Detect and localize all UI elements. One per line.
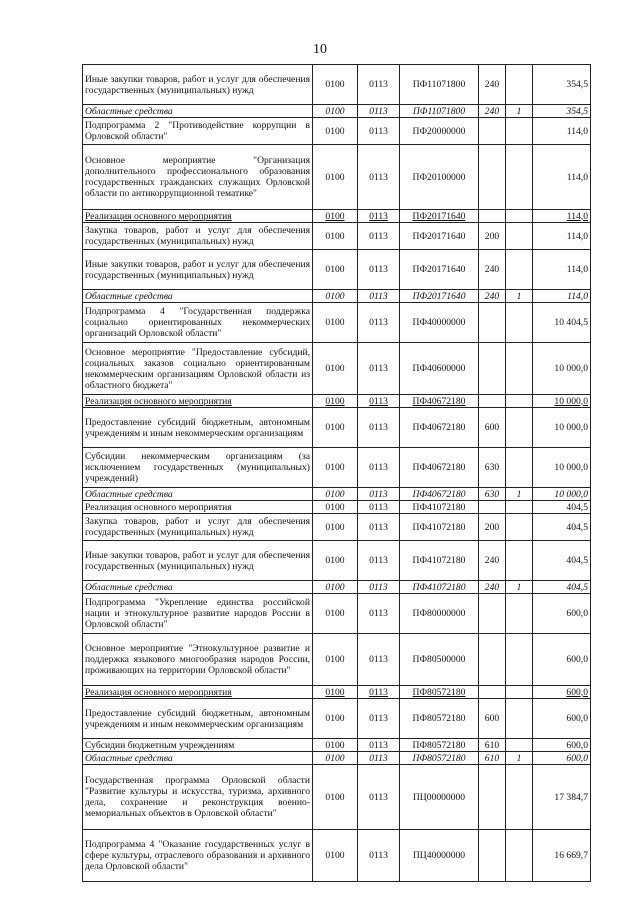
row-amount-cell: 10 000,0 (533, 448, 591, 488)
row-vr-cell: 200 (479, 514, 506, 541)
row-vr-cell (479, 118, 506, 145)
row-ved-cell: 0100 (313, 223, 358, 250)
row-csr-cell: ПФ11071800 (400, 105, 479, 118)
row-vr-cell: 240 (479, 65, 506, 105)
page-number: 10 (313, 42, 327, 57)
row-source-cell (506, 303, 533, 343)
row-rzpr-cell: 0113 (358, 752, 400, 765)
row-csr-cell: ПФ20000000 (400, 118, 479, 145)
row-rzpr-cell: 0113 (358, 250, 400, 290)
row-csr-cell: ПФ41072180 (400, 514, 479, 541)
table-row (83, 739, 591, 752)
table-row (83, 594, 591, 634)
row-rzpr-cell: 0113 (358, 210, 400, 223)
row-source-cell (506, 408, 533, 448)
row-ved-cell: 0100 (313, 830, 358, 882)
row-csr-cell: ПФ20171640 (400, 290, 479, 303)
table-row (83, 581, 591, 594)
row-ved-cell: 0100 (313, 752, 358, 765)
row-rzpr-cell: 0113 (358, 65, 400, 105)
row-amount-cell: 600,0 (533, 752, 591, 765)
row-name-cell: Реализация основного мероприятия (83, 395, 313, 408)
row-rzpr-cell: 0113 (358, 514, 400, 541)
table-row (83, 343, 591, 395)
row-name-cell: Подпрограмма 4 "Оказание государственных услуг в сфере культуры, отраслевого образования и архивного дела Орловской области" (83, 830, 313, 882)
row-csr-cell: ПФ40672180 (400, 395, 479, 408)
row-amount-cell: 10 000,0 (533, 395, 591, 408)
row-name-cell: Реализация основного мероприятия (83, 501, 313, 514)
row-rzpr-cell: 0113 (358, 303, 400, 343)
row-amount-cell: 600,0 (533, 739, 591, 752)
row-amount-cell: 404,5 (533, 581, 591, 594)
row-name-cell: Предоставление субсидий бюджетным, автономным учреждениям и иным некоммерческим организациям (83, 408, 313, 448)
row-ved-cell: 0100 (313, 250, 358, 290)
row-amount-cell: 600,0 (533, 686, 591, 699)
row-source-cell: 1 (506, 581, 533, 594)
row-csr-cell: ПФ80572180 (400, 739, 479, 752)
row-vr-cell: 240 (479, 250, 506, 290)
row-source-cell (506, 448, 533, 488)
table-row (83, 686, 591, 699)
row-name-cell: Предоставление субсидий бюджетным, автономным учреждениям и иным некоммерческим организациям (83, 699, 313, 739)
row-name-cell: Реализация основного мероприятия (83, 686, 313, 699)
row-source-cell (506, 118, 533, 145)
row-csr-cell: ПФ80572180 (400, 699, 479, 739)
row-vr-cell: 610 (479, 739, 506, 752)
row-rzpr-cell: 0113 (358, 830, 400, 882)
row-csr-cell: ПФ80500000 (400, 634, 479, 686)
row-rzpr-cell: 0113 (358, 699, 400, 739)
row-source-cell: 1 (506, 290, 533, 303)
row-ved-cell: 0100 (313, 290, 358, 303)
row-source-cell (506, 65, 533, 105)
row-source-cell (506, 830, 533, 882)
row-name-cell: Областные средства (83, 105, 313, 118)
row-amount-cell: 354,5 (533, 65, 591, 105)
row-amount-cell: 404,5 (533, 501, 591, 514)
row-ved-cell: 0100 (313, 105, 358, 118)
row-amount-cell: 10 000,0 (533, 343, 591, 395)
row-source-cell: 1 (506, 488, 533, 501)
row-source-cell (506, 250, 533, 290)
row-vr-cell (479, 594, 506, 634)
row-csr-cell: ПФ40672180 (400, 448, 479, 488)
table-row (83, 145, 591, 210)
row-amount-cell: 10 000,0 (533, 488, 591, 501)
row-vr-cell: 240 (479, 105, 506, 118)
row-name-cell: Областные средства (83, 581, 313, 594)
row-source-cell (506, 541, 533, 581)
table-row (83, 408, 591, 448)
row-vr-cell (479, 303, 506, 343)
table-row (83, 501, 591, 514)
row-csr-cell: ПЦ40000000 (400, 830, 479, 882)
row-vr-cell: 240 (479, 290, 506, 303)
table-row (83, 514, 591, 541)
row-amount-cell: 114,0 (533, 250, 591, 290)
row-csr-cell: ПФ20171640 (400, 250, 479, 290)
row-vr-cell (479, 395, 506, 408)
row-csr-cell: ПФ40672180 (400, 488, 479, 501)
row-source-cell: 1 (506, 752, 533, 765)
row-ved-cell: 0100 (313, 118, 358, 145)
row-csr-cell: ПФ20171640 (400, 223, 479, 250)
row-vr-cell (479, 830, 506, 882)
row-rzpr-cell: 0113 (358, 395, 400, 408)
row-name-cell: Иные закупки товаров, работ и услуг для обеспечения государственных (муниципальных) нужд (83, 65, 313, 105)
row-amount-cell: 114,0 (533, 145, 591, 210)
row-csr-cell: ПФ41072180 (400, 541, 479, 581)
table-body (83, 65, 591, 882)
row-name-cell: Субсидии некоммерческим организациям (за исключением государственных (муниципальных) учреждений) (83, 448, 313, 488)
row-vr-cell (479, 501, 506, 514)
row-ved-cell: 0100 (313, 395, 358, 408)
row-rzpr-cell: 0113 (358, 118, 400, 145)
row-rzpr-cell: 0113 (358, 686, 400, 699)
row-ved-cell: 0100 (313, 145, 358, 210)
row-name-cell: Областные средства (83, 752, 313, 765)
row-rzpr-cell: 0113 (358, 145, 400, 210)
row-csr-cell: ПФ41072180 (400, 501, 479, 514)
row-amount-cell: 17 384,7 (533, 765, 591, 830)
row-amount-cell: 10 404,5 (533, 303, 591, 343)
row-vr-cell (479, 686, 506, 699)
row-name-cell: Областные средства (83, 290, 313, 303)
row-rzpr-cell: 0113 (358, 488, 400, 501)
table-row (83, 541, 591, 581)
row-rzpr-cell: 0113 (358, 223, 400, 250)
row-vr-cell: 610 (479, 752, 506, 765)
row-amount-cell: 10 000,0 (533, 408, 591, 448)
row-ved-cell: 0100 (313, 686, 358, 699)
row-amount-cell: 16 669,7 (533, 830, 591, 882)
row-amount-cell: 600,0 (533, 594, 591, 634)
row-ved-cell: 0100 (313, 514, 358, 541)
row-ved-cell: 0100 (313, 408, 358, 448)
table-row (83, 448, 591, 488)
row-vr-cell: 630 (479, 448, 506, 488)
table-row (83, 105, 591, 118)
row-rzpr-cell: 0113 (358, 290, 400, 303)
row-source-cell (506, 739, 533, 752)
row-csr-cell: ПФ80572180 (400, 686, 479, 699)
row-rzpr-cell: 0113 (358, 739, 400, 752)
row-csr-cell: ПФ20100000 (400, 145, 479, 210)
table-row (83, 830, 591, 882)
table-row (83, 752, 591, 765)
table-row (83, 250, 591, 290)
row-ved-cell: 0100 (313, 541, 358, 581)
row-rzpr-cell: 0113 (358, 105, 400, 118)
table-row (83, 488, 591, 501)
row-csr-cell: ПЦ00000000 (400, 765, 479, 830)
row-rzpr-cell: 0113 (358, 594, 400, 634)
row-ved-cell: 0100 (313, 739, 358, 752)
row-ved-cell: 0100 (313, 448, 358, 488)
table-row (83, 210, 591, 223)
row-ved-cell: 0100 (313, 699, 358, 739)
row-vr-cell (479, 210, 506, 223)
row-amount-cell: 600,0 (533, 699, 591, 739)
row-ved-cell: 0100 (313, 303, 358, 343)
row-source-cell (506, 634, 533, 686)
row-rzpr-cell: 0113 (358, 448, 400, 488)
row-source-cell (506, 686, 533, 699)
row-csr-cell: ПФ20171640 (400, 210, 479, 223)
row-amount-cell: 354,5 (533, 105, 591, 118)
row-csr-cell: ПФ40600000 (400, 343, 479, 395)
table-row (83, 303, 591, 343)
row-name-cell: Государственная программа Орловской области "Развитие культуры и искусства, туризма, архивного дела, сохранение и реконструкция военно-мемориальных объектов в Орловской области" (83, 765, 313, 830)
row-source-cell (506, 699, 533, 739)
row-vr-cell: 600 (479, 699, 506, 739)
row-name-cell: Подпрограмма 4 "Государственная поддержка социально ориентированных некоммерческих организаций Орловской области" (83, 303, 313, 343)
row-name-cell: Закупка товаров, работ и услуг для обеспечения государственных (муниципальных) нужд (83, 514, 313, 541)
table-row (83, 223, 591, 250)
table-row (83, 765, 591, 830)
row-ved-cell: 0100 (313, 594, 358, 634)
row-vr-cell: 240 (479, 541, 506, 581)
row-ved-cell: 0100 (313, 210, 358, 223)
row-csr-cell: ПФ41072180 (400, 581, 479, 594)
row-source-cell (506, 223, 533, 250)
row-source-cell (506, 145, 533, 210)
row-vr-cell (479, 765, 506, 830)
row-source-cell (506, 514, 533, 541)
row-name-cell: Реализация основного мероприятия (83, 210, 313, 223)
row-name-cell: Подпрограмма 2 "Противодействие коррупции в Орловской области" (83, 118, 313, 145)
row-rzpr-cell: 0113 (358, 765, 400, 830)
row-csr-cell: ПФ40000000 (400, 303, 479, 343)
row-source-cell (506, 501, 533, 514)
table-row (83, 65, 591, 105)
row-rzpr-cell: 0113 (358, 501, 400, 514)
row-rzpr-cell: 0113 (358, 541, 400, 581)
row-vr-cell: 240 (479, 581, 506, 594)
row-vr-cell (479, 634, 506, 686)
row-csr-cell: ПФ80572180 (400, 752, 479, 765)
row-ved-cell: 0100 (313, 765, 358, 830)
row-name-cell: Иные закупки товаров, работ и услуг для обеспечения государственных (муниципальных) нужд (83, 250, 313, 290)
row-ved-cell: 0100 (313, 65, 358, 105)
row-amount-cell: 600,0 (533, 634, 591, 686)
row-name-cell: Областные средства (83, 488, 313, 501)
row-ved-cell: 0100 (313, 488, 358, 501)
row-vr-cell: 630 (479, 488, 506, 501)
row-rzpr-cell: 0113 (358, 581, 400, 594)
row-source-cell (506, 210, 533, 223)
row-source-cell (506, 765, 533, 830)
row-amount-cell: 114,0 (533, 290, 591, 303)
row-name-cell: Подпрограмма "Укрепление единства российской нации и этнокультурное развитие народов России в Орловской области" (83, 594, 313, 634)
row-ved-cell: 0100 (313, 343, 358, 395)
row-ved-cell: 0100 (313, 581, 358, 594)
row-csr-cell: ПФ11071800 (400, 65, 479, 105)
row-vr-cell: 200 (479, 223, 506, 250)
row-name-cell: Основное мероприятие "Этнокультурное развитие и поддержка языкового многообразия народов России, проживающих на территории Орловской области" (83, 634, 313, 686)
budget-table (82, 64, 591, 882)
row-ved-cell: 0100 (313, 634, 358, 686)
row-vr-cell: 600 (479, 408, 506, 448)
row-source-cell (506, 343, 533, 395)
table-row (83, 699, 591, 739)
table-row (83, 395, 591, 408)
row-name-cell: Субсидии бюджетным учреждениям (83, 739, 313, 752)
row-rzpr-cell: 0113 (358, 408, 400, 448)
row-vr-cell (479, 145, 506, 210)
row-name-cell: Основное мероприятие "Организация дополнительного профессионального образования государственных гражданских служащих Орловской области по антикоррупционной тематике" (83, 145, 313, 210)
row-ved-cell: 0100 (313, 501, 358, 514)
row-amount-cell: 404,5 (533, 514, 591, 541)
row-name-cell: Иные закупки товаров, работ и услуг для обеспечения государственных (муниципальных) нужд (83, 541, 313, 581)
row-rzpr-cell: 0113 (358, 634, 400, 686)
row-amount-cell: 404,5 (533, 541, 591, 581)
row-name-cell: Основное мероприятие "Предоставление субсидий, социальных заказов социально ориентированным некоммерческим организациям Орловской области из областного бюджета" (83, 343, 313, 395)
row-amount-cell: 114,0 (533, 118, 591, 145)
row-source-cell: 1 (506, 105, 533, 118)
table-row (83, 634, 591, 686)
row-csr-cell: ПФ80000000 (400, 594, 479, 634)
row-name-cell: Закупка товаров, работ и услуг для обеспечения государственных (муниципальных) нужд (83, 223, 313, 250)
row-rzpr-cell: 0113 (358, 343, 400, 395)
table-row (83, 290, 591, 303)
row-amount-cell: 114,0 (533, 210, 591, 223)
row-source-cell (506, 395, 533, 408)
row-amount-cell: 114,0 (533, 223, 591, 250)
row-vr-cell (479, 343, 506, 395)
row-source-cell (506, 594, 533, 634)
row-csr-cell: ПФ40672180 (400, 408, 479, 448)
table-row (83, 118, 591, 145)
